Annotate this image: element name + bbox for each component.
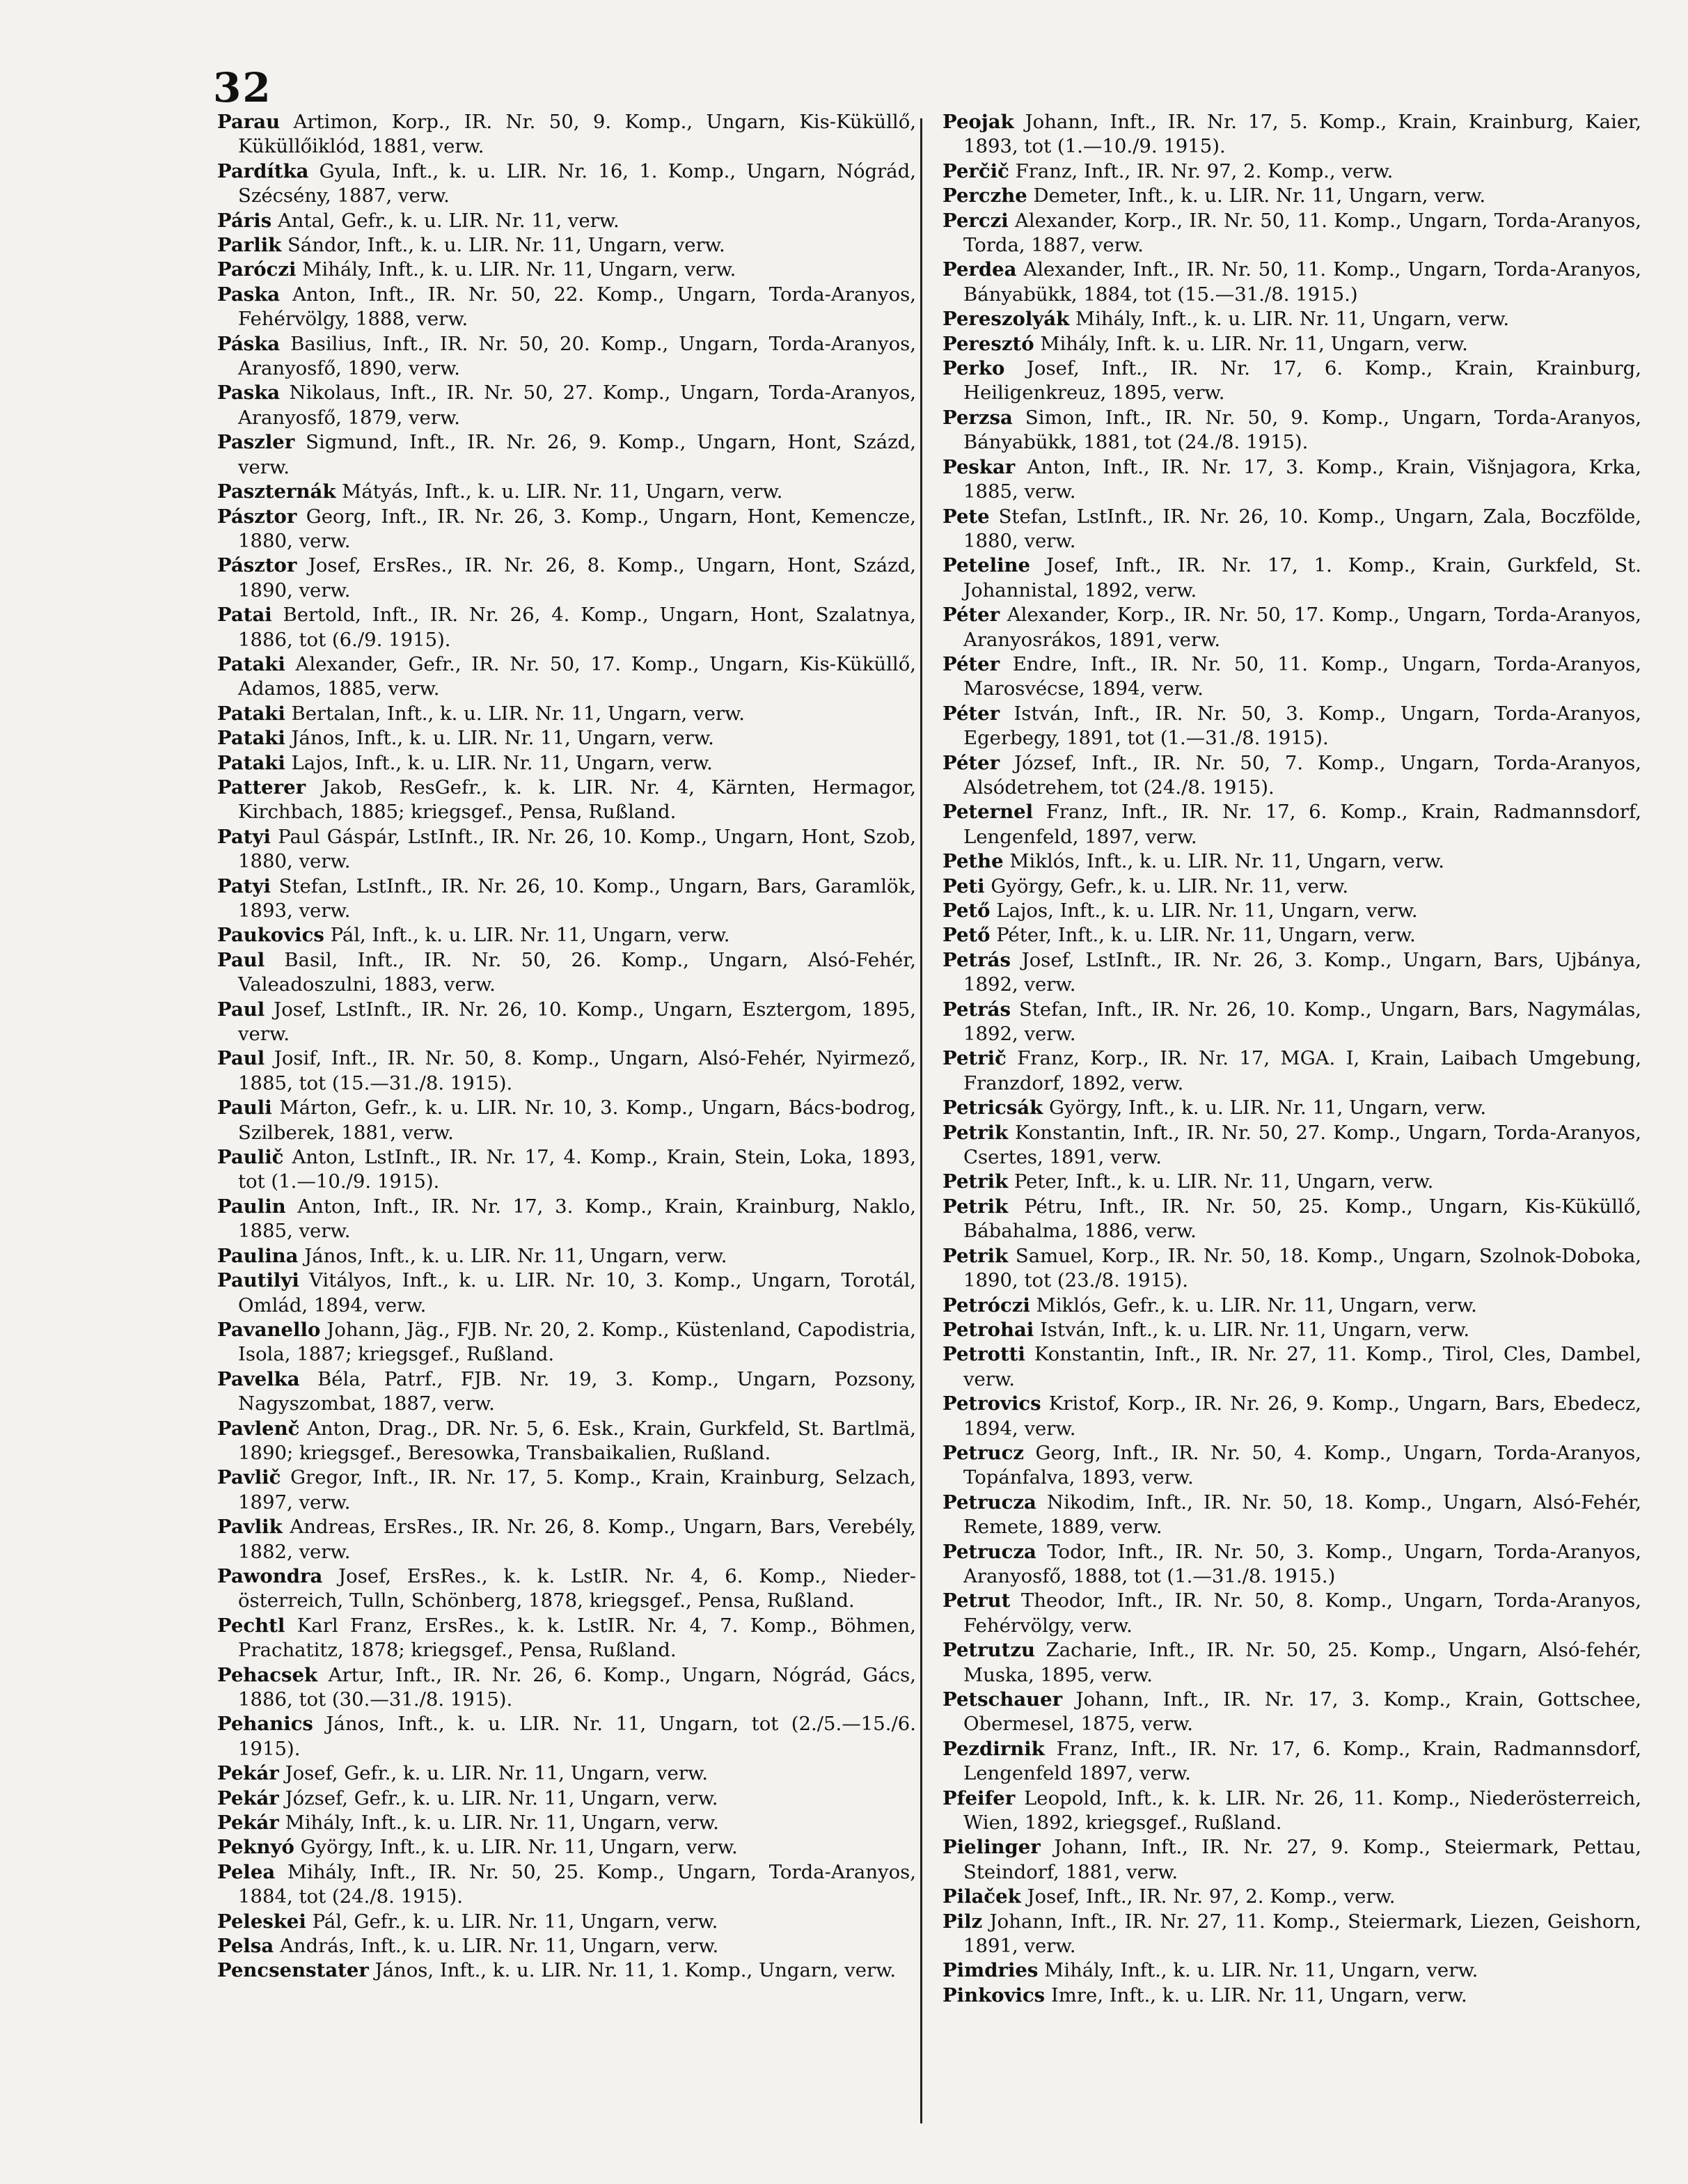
entry-details: Alexander, Gefr., IR. Nr. 50, 17. Komp., Ungarn, Kis-Küküllő, Adamos, 1885, verw. xyxy=(238,652,917,700)
entry-details: Johann, Inft., IR. Nr. 17, 3. Komp., Krain, Gottschee, Obermesel, 1875, verw. xyxy=(963,1688,1641,1736)
list-entry xyxy=(217,1564,916,1614)
list-entry xyxy=(217,776,916,825)
entry-surname: Pekár xyxy=(217,1812,279,1835)
entry-details: András, Inft., k. u. LIR. Nr. 11, Ungarn, verw. xyxy=(279,1935,719,1958)
entry-details: Péter, Inft., k. u. LIR. Nr. 11, Ungarn, verw. xyxy=(996,924,1416,947)
list-entry xyxy=(217,1786,916,1811)
entry-details: Konstantin, Inft., IR. Nr. 27, 11. Komp., Tirol, Cles, Dambel, verw. xyxy=(963,1343,1641,1390)
list-entry xyxy=(217,1860,916,1910)
entry-details: Anton, Inft., IR. Nr. 17, 3. Komp., Krain, Krainburg, Naklo, 1885, verw. xyxy=(238,1195,916,1243)
entry-surname: Pataki xyxy=(217,652,285,675)
list-entry xyxy=(942,751,1641,801)
list-entry xyxy=(217,1195,916,1244)
list-entry xyxy=(942,702,1641,751)
entry-details: Franz, Inft., IR. Nr. 17, 6. Komp., Krain, Radmannsdorf, Lengenfeld, 1897, verw. xyxy=(963,801,1641,848)
list-entry xyxy=(217,1910,916,1934)
left-column xyxy=(217,110,916,1983)
entry-details: Zacharie, Inft., IR. Nr. 50, 25. Komp., Ungarn, Alsó-fehér, Muska, 1895, verw. xyxy=(963,1639,1641,1686)
list-entry xyxy=(217,652,916,702)
list-entry xyxy=(217,1145,916,1195)
entry-details: György, Gefr., k. u. LIR. Nr. 11, verw. xyxy=(991,874,1349,897)
list-entry xyxy=(942,1195,1641,1244)
entry-details: Josef, ErsRes., k. k. LstIR. Nr. 4, 6. Komp., Nieder-österreich, Tulln, Schönberg, 1878, kriegsgef., Pensa, Rußland. xyxy=(238,1564,916,1612)
entry-details: Basil, Inft., IR. Nr. 50, 26. Komp., Ungarn, Alsó-Fehér, Valeadoszulni, 1883, verw. xyxy=(238,948,916,996)
list-entry xyxy=(942,1540,1641,1589)
entry-surname: Petrutzu xyxy=(942,1639,1035,1662)
entry-surname: Petrucza xyxy=(942,1491,1036,1514)
list-entry xyxy=(217,505,916,554)
entry-details: Josif, Inft., IR. Nr. 50, 8. Komp., Ungarn, Alsó-Fehér, Nyirmező, 1885, tot (15.—31./8. 1915). xyxy=(238,1047,916,1094)
list-entry xyxy=(942,1121,1641,1170)
list-entry xyxy=(942,1491,1641,1540)
list-entry xyxy=(217,209,916,233)
entry-details: Miklós, Gefr., k. u. LIR. Nr. 11, Ungarn, verw. xyxy=(1036,1294,1477,1317)
entry-details: János, Inft., k. u. LIR. Nr. 11, Ungarn, tot (2./5.—15./6. 1915). xyxy=(238,1713,916,1760)
column-divider xyxy=(920,118,922,2123)
entry-surname: Perzsa xyxy=(942,406,1013,429)
entry-details: Alexander, Korp., IR. Nr. 50, 11. Komp., Ungarn, Torda-Aranyos, Torda, 1887, verw. xyxy=(963,209,1642,257)
entry-details: Lajos, Inft., k. u. LIR. Nr. 11, Ungarn, verw. xyxy=(291,751,713,774)
entry-details: Mátyás, Inft., k. u. LIR. Nr. 11, Ungarn, verw. xyxy=(342,480,783,503)
list-entry xyxy=(217,1417,916,1466)
entry-surname: Patterer xyxy=(217,776,306,799)
entry-details: Andreas, ErsRes., IR. Nr. 26, 8. Komp., Ungarn, Bars, Verebély, 1882, verw. xyxy=(238,1516,916,1563)
list-entry xyxy=(217,1934,916,1958)
entry-details: István, Inft., k. u. LIR. Nr. 11, Ungarn, verw. xyxy=(1039,1318,1470,1341)
entry-surname: Pekár xyxy=(217,1762,279,1785)
entry-surname: Pavanello xyxy=(217,1318,321,1341)
list-entry xyxy=(217,1761,916,1786)
list-entry xyxy=(942,1294,1641,1318)
entry-surname: Peskar xyxy=(942,455,1016,478)
entry-surname: Petrik xyxy=(942,1121,1009,1144)
entry-details: Nikodim, Inft., IR. Nr. 50, 18. Komp., Ungarn, Alsó-Fehér, Remete, 1889, verw. xyxy=(963,1491,1641,1539)
entry-surname: Petrik xyxy=(942,1170,1009,1193)
entry-details: János, Inft., k. u. LIR. Nr. 11, Ungarn, verw. xyxy=(304,1244,727,1267)
entry-surname: Paul xyxy=(217,948,265,971)
entry-surname: Petrotti xyxy=(942,1343,1025,1366)
entry-details: Alexander, Korp., IR. Nr. 50, 17. Komp., Ungarn, Torda-Aranyos, Aranyosrákos, 1891, verw. xyxy=(963,604,1641,651)
list-entry xyxy=(942,603,1641,652)
list-entry xyxy=(942,1786,1641,1836)
entry-surname: Pavlenč xyxy=(217,1417,300,1440)
entry-surname: Péter xyxy=(942,702,1000,725)
entry-surname: Petrič xyxy=(942,1047,1007,1070)
entry-surname: Patai xyxy=(217,604,272,627)
list-entry xyxy=(217,283,916,332)
list-entry xyxy=(217,332,916,382)
entry-surname: Perko xyxy=(942,357,1005,380)
list-entry xyxy=(942,948,1641,998)
entry-surname: Pásztor xyxy=(217,554,297,577)
entry-details: Mihály, Inft. k. u. LIR. Nr. 11, Ungarn, verw. xyxy=(1040,332,1468,355)
list-entry xyxy=(217,1318,916,1367)
entry-surname: Pavlič xyxy=(217,1466,281,1489)
entry-surname: Paukovics xyxy=(217,924,324,947)
entry-surname: Petrás xyxy=(942,998,1011,1021)
entry-surname: Peternel xyxy=(942,801,1034,824)
entry-surname: Peti xyxy=(942,874,985,897)
entry-surname: Pfeifer xyxy=(942,1786,1016,1809)
entry-details: Josef, Inft., IR. Nr. 17, 6. Komp., Krain, Krainburg, Heiligenkreuz, 1895, verw. xyxy=(963,357,1641,404)
list-entry xyxy=(217,948,916,998)
entry-surname: Pető xyxy=(942,899,991,922)
list-entry xyxy=(942,998,1641,1047)
list-entry xyxy=(217,1367,916,1417)
entry-details: Mihály, Inft., k. u. LIR. Nr. 11, Ungarn, verw. xyxy=(285,1812,719,1835)
list-entry xyxy=(942,1096,1641,1120)
entry-details: Leopold, Inft., k. k. LIR. Nr. 26, 11. Komp., Niederösterreich, Wien, 1892, kriegsgef., Rußland. xyxy=(963,1786,1641,1835)
list-entry xyxy=(217,553,916,603)
list-entry xyxy=(942,307,1641,331)
entry-surname: Peteline xyxy=(942,554,1031,577)
entry-surname: Parlik xyxy=(217,234,282,257)
list-entry xyxy=(942,1392,1641,1441)
entry-details: Bertalan, Inft., k. u. LIR. Nr. 11, Ungarn, verw. xyxy=(291,702,746,725)
list-entry xyxy=(217,726,916,751)
list-entry xyxy=(217,381,916,430)
entry-details: Johann, Jäg., FJB. Nr. 20, 2. Komp., Küstenland, Capodistria, Isola, 1887; kriegsgef., Rußland. xyxy=(238,1318,916,1366)
entry-surname: Paróczi xyxy=(217,258,297,281)
entry-surname: Petricsák xyxy=(942,1097,1043,1120)
entry-surname: Perczi xyxy=(942,209,1009,232)
entry-surname: Pencsenstater xyxy=(217,1959,369,1982)
list-entry xyxy=(942,1318,1641,1342)
entry-surname: Patyi xyxy=(217,874,271,897)
entry-details: Franz, Inft., IR. Nr. 17, 6. Komp., Krain, Radmannsdorf, Lengenfeld 1897, verw. xyxy=(963,1737,1641,1785)
list-entry xyxy=(217,825,916,874)
entry-surname: Paul xyxy=(217,1047,265,1070)
entry-surname: Pataki xyxy=(217,751,285,774)
list-entry xyxy=(217,603,916,652)
entry-surname: Pielinger xyxy=(942,1836,1041,1859)
entry-details: Antal, Gefr., k. u. LIR. Nr. 11, verw. xyxy=(277,209,620,232)
list-entry xyxy=(942,505,1641,554)
entry-details: Bertold, Inft., IR. Nr. 26, 4. Komp., Ungarn, Hont, Szalatnya, 1886, tot (6./9. 1915). xyxy=(238,604,917,651)
entry-details: Paul Gáspár, LstInft., IR. Nr. 26, 10. Komp., Ungarn, Hont, Szob, 1880, verw. xyxy=(238,825,916,873)
list-entry xyxy=(942,184,1641,208)
entry-details: Gregor, Inft., IR. Nr. 17, 5. Komp., Krain, Krainburg, Selzach, 1897, verw. xyxy=(238,1466,916,1514)
entry-details: Pál, Inft., k. u. LIR. Nr. 11, Ungarn, verw. xyxy=(330,924,730,947)
entry-details: György, Inft., k. u. LIR. Nr. 11, Ungarn, verw. xyxy=(300,1836,738,1859)
entry-details: Theodor, Inft., IR. Nr. 50, 8. Komp., Ungarn, Torda-Aranyos, Fehérvölgy, verw. xyxy=(963,1589,1641,1637)
list-entry xyxy=(942,1342,1641,1392)
list-entry xyxy=(217,702,916,726)
entry-surname: Paszler xyxy=(217,431,295,454)
entry-surname: Pardítka xyxy=(217,159,309,182)
entry-details: Márton, Gefr., k. u. LIR. Nr. 10, 3. Komp., Ungarn, Bács-bodrog, Szilberek, 1881, verw. xyxy=(238,1097,917,1144)
entry-details: Miklós, Inft., k. u. LIR. Nr. 11, Ungarn, verw. xyxy=(1009,850,1444,873)
entry-details: Josef, LstInft., IR. Nr. 26, 10. Komp., Ungarn, Esztergom, 1895, verw. xyxy=(238,998,916,1046)
entry-surname: Perčič xyxy=(942,159,1009,182)
entry-details: Anton, Drag., DR. Nr. 5, 6. Esk., Krain, Gurkfeld, St. Bartlmä, 1890; kriegsgef., Beresowka, Transbaikalien, Rußland. xyxy=(238,1417,916,1464)
list-entry xyxy=(217,159,916,209)
list-entry xyxy=(942,1441,1641,1491)
entry-surname: Péter xyxy=(942,751,1000,774)
list-entry xyxy=(217,1515,916,1564)
list-entry xyxy=(942,1835,1641,1885)
entry-surname: Perdea xyxy=(942,258,1017,281)
list-entry xyxy=(217,1811,916,1835)
entry-details: Franz, Korp., IR. Nr. 17, MGA. I, Krain, Laibach Umgebung, Franzdorf, 1892, verw. xyxy=(963,1047,1641,1094)
entry-surname: Pásztor xyxy=(217,505,297,528)
list-entry xyxy=(942,899,1641,923)
list-entry xyxy=(217,480,916,504)
entry-surname: Peknyó xyxy=(217,1836,294,1859)
list-entry xyxy=(217,233,916,258)
list-entry xyxy=(942,209,1641,258)
entry-details: Josef, Inft., IR. Nr. 97, 2. Komp., verw. xyxy=(1027,1885,1396,1908)
entry-surname: Pavelka xyxy=(217,1367,300,1390)
list-entry xyxy=(942,258,1641,307)
entry-surname: Pehanics xyxy=(217,1713,313,1736)
list-entry xyxy=(217,998,916,1047)
list-entry xyxy=(942,1244,1641,1294)
list-entry xyxy=(217,430,916,480)
entry-surname: Péter xyxy=(942,652,1000,675)
list-entry xyxy=(942,553,1641,603)
entry-surname: Petrucza xyxy=(942,1540,1036,1563)
entry-surname: Pető xyxy=(942,924,991,947)
entry-surname: Petrás xyxy=(942,948,1011,971)
entry-details: Johann, Inft., IR. Nr. 27, 11. Komp., Steiermark, Liezen, Geishorn, 1891, verw. xyxy=(963,1910,1641,1958)
list-entry xyxy=(942,356,1641,406)
entry-surname: Patyi xyxy=(217,825,271,848)
entry-details: Todor, Inft., IR. Nr. 50, 3. Komp., Ungarn, Torda-Aranyos, Aranyosfő, 1888, tot (1.—31./8. 1915.) xyxy=(963,1540,1641,1587)
entry-details: Nikolaus, Inft., IR. Nr. 50, 27. Komp., Ungarn, Torda-Aranyos, Aranyosfő, 1879, verw. xyxy=(238,382,916,429)
entry-surname: Petrovics xyxy=(942,1392,1041,1415)
entry-surname: Pekár xyxy=(217,1786,279,1809)
list-entry xyxy=(942,1910,1641,1959)
list-entry xyxy=(217,1712,916,1761)
entry-details: Imre, Inft., k. u. LIR. Nr. 11, Ungarn, verw. xyxy=(1050,1983,1467,2006)
entry-surname: Pataki xyxy=(217,727,285,750)
entry-surname: Petrut xyxy=(942,1589,1011,1612)
list-entry xyxy=(942,1170,1641,1194)
entry-surname: Pimdries xyxy=(942,1959,1039,1982)
entry-surname: Paszternák xyxy=(217,480,336,503)
entry-details: Josef, LstInft., IR. Nr. 26, 3. Komp., Ungarn, Bars, Ujbánya, 1892, verw. xyxy=(963,948,1642,996)
entry-surname: Paul xyxy=(217,998,265,1021)
entry-details: Mihály, Inft., k. u. LIR. Nr. 11, Ungarn, verw. xyxy=(1075,308,1510,331)
list-entry xyxy=(942,874,1641,899)
entry-details: József, Gefr., k. u. LIR. Nr. 11, Ungarn, verw. xyxy=(285,1786,718,1809)
list-entry xyxy=(217,1244,916,1268)
entry-details: Pétru, Inft., IR. Nr. 50, 25. Komp., Ungarn, Kis-Küküllő, Bábahalma, 1886, verw. xyxy=(963,1195,1641,1243)
entry-surname: Paulin xyxy=(217,1195,286,1218)
list-entry xyxy=(942,849,1641,874)
list-entry xyxy=(942,800,1641,849)
entry-details: Stefan, Inft., IR. Nr. 26, 10. Komp., Ungarn, Bars, Nagymálas, 1892, verw. xyxy=(963,998,1641,1046)
entry-details: Josef, ErsRes., IR. Nr. 26, 8. Komp., Ungarn, Hont, Százd, 1890, verw. xyxy=(238,554,916,602)
list-entry xyxy=(942,332,1641,356)
list-entry xyxy=(942,1737,1641,1786)
entry-details: Artur, Inft., IR. Nr. 26, 6. Komp., Ungarn, Nógrád, Gács, 1886, tot (30.—31./8. 1915). xyxy=(238,1663,916,1711)
entry-details: Anton, LstInft., IR. Nr. 17, 4. Komp., Krain, Stein, Loka, 1893, tot (1.—10./9. 1915). xyxy=(238,1146,916,1193)
entry-details: Endre, Inft., IR. Nr. 50, 11. Komp., Ungarn, Torda-Aranyos, Marosvécse, 1894, verw. xyxy=(963,652,1641,700)
list-entry xyxy=(942,159,1641,184)
entry-details: György, Inft., k. u. LIR. Nr. 11, Ungarn, verw. xyxy=(1048,1097,1487,1120)
entry-surname: Pezdirnik xyxy=(942,1737,1045,1760)
entry-surname: Péter xyxy=(942,604,1000,627)
entry-surname: Pelsa xyxy=(217,1935,274,1958)
entry-surname: Petrucz xyxy=(942,1441,1024,1464)
list-entry xyxy=(942,1958,1641,1983)
entry-surname: Parau xyxy=(217,111,281,133)
entry-surname: Pethe xyxy=(942,850,1004,873)
list-entry xyxy=(942,923,1641,948)
list-entry xyxy=(942,455,1641,505)
entry-surname: Petróczi xyxy=(942,1294,1030,1317)
entry-surname: Pinkovics xyxy=(942,1983,1046,2006)
list-entry xyxy=(217,874,916,924)
entry-surname: Pilaček xyxy=(942,1885,1021,1908)
list-entry xyxy=(217,751,916,776)
entry-surname: Pehacsek xyxy=(217,1663,318,1686)
list-entry xyxy=(942,110,1641,159)
entry-details: Peter, Inft., k. u. LIR. Nr. 11, Ungarn, verw. xyxy=(1013,1170,1434,1193)
entry-surname: Pavlik xyxy=(217,1516,283,1539)
entry-details: Alexander, Inft., IR. Nr. 50, 11. Komp., Ungarn, Torda-Aranyos, Bányabükk, 1884, tot (15.—31./8. 1915.) xyxy=(963,258,1641,306)
entry-surname: Pilz xyxy=(942,1910,983,1933)
entry-details: Mihály, Inft., k. u. LIR. Nr. 11, Ungarn, verw. xyxy=(1044,1959,1478,1982)
entry-details: Karl Franz, ErsRes., k. k. LstIR. Nr. 4, 7. Komp., Böhmen, Prachatitz, 1878; kriegsgef., Pensa, Rußland. xyxy=(238,1614,916,1662)
entry-details: Franz, Inft., IR. Nr. 97, 2. Komp., verw. xyxy=(1015,159,1394,182)
entry-surname: Petschauer xyxy=(942,1688,1063,1711)
entry-details: József, Inft., IR. Nr. 50, 7. Komp., Ungarn, Torda-Aranyos, Alsódetrehem, tot (24./8. 1915). xyxy=(963,751,1641,799)
page-number: 32 xyxy=(213,64,272,111)
entry-details: Georg, Inft., IR. Nr. 26, 3. Komp., Ungarn, Hont, Kemencze, 1880, verw. xyxy=(238,505,916,552)
list-entry xyxy=(942,1885,1641,1909)
entry-surname: Petrik xyxy=(942,1244,1009,1267)
entry-details: Johann, Inft., IR. Nr. 27, 9. Komp., Steiermark, Pettau, Steindorf, 1881, verw. xyxy=(963,1836,1641,1883)
list-entry xyxy=(217,1046,916,1096)
entry-surname: Pechtl xyxy=(217,1614,285,1637)
entry-surname: Peojak xyxy=(942,111,1014,133)
entry-details: Mihály, Inft., k. u. LIR. Nr. 11, Ungarn, verw. xyxy=(302,258,736,281)
entry-surname: Pawondra xyxy=(217,1564,323,1587)
entry-surname: Petrik xyxy=(942,1195,1009,1218)
entry-details: Josef, Inft., IR. Nr. 17, 1. Komp., Krain, Gurkfeld, St. Johannistal, 1892, verw. xyxy=(963,554,1641,602)
list-entry xyxy=(217,258,916,282)
entry-surname: Pereszolyák xyxy=(942,308,1070,331)
entry-surname: Perczhe xyxy=(942,184,1027,207)
list-entry xyxy=(942,652,1641,702)
entry-details: Jakob, ResGefr., k. k. LIR. Nr. 4, Kärnten, Hermagor, Kirchbach, 1885; kriegsgef., Pensa, Rußland. xyxy=(238,776,916,824)
entry-details: István, Inft., IR. Nr. 50, 3. Komp., Ungarn, Torda-Aranyos, Egerbegy, 1891, tot (1.—31./8. 1915). xyxy=(963,702,1642,750)
list-entry xyxy=(217,110,916,159)
entry-details: Béla, Patrf., FJB. Nr. 19, 3. Komp., Ungarn, Pozsony, Nagyszombat, 1887, verw. xyxy=(238,1367,916,1415)
entry-surname: Paska xyxy=(217,382,281,404)
entry-details: János, Inft., k. u. LIR. Nr. 11, 1. Komp., Ungarn, verw. xyxy=(374,1959,897,1982)
entry-surname: Paulina xyxy=(217,1244,299,1267)
entry-details: Lajos, Inft., k. u. LIR. Nr. 11, Ungarn, verw. xyxy=(996,899,1418,922)
entry-details: Kristof, Korp., IR. Nr. 26, 9. Komp., Ungarn, Bars, Ebedecz, 1894, verw. xyxy=(963,1392,1641,1440)
entry-details: Johann, Inft., IR. Nr. 17, 5. Komp., Krain, Krainburg, Kaier, 1893, tot (1.—10./9. 1915). xyxy=(963,111,1641,158)
entry-details: Artimon, Korp., IR. Nr. 50, 9. Komp., Ungarn, Kis-Küküllő, Küküllőiklód, 1881, verw. xyxy=(238,111,917,158)
list-entry xyxy=(942,1983,1641,2008)
list-entry xyxy=(942,1688,1641,1737)
entry-surname: Pete xyxy=(942,505,990,528)
entry-surname: Pautilyi xyxy=(217,1269,299,1292)
entry-surname: Pauli xyxy=(217,1097,272,1120)
list-entry xyxy=(217,1268,916,1318)
entry-surname: Peresztó xyxy=(942,332,1034,355)
entry-surname: Paska xyxy=(217,283,281,306)
list-entry xyxy=(217,1958,916,1983)
entry-details: Mihály, Inft., IR. Nr. 50, 25. Komp., Ungarn, Torda-Aranyos, 1884, tot (24./8. 1915). xyxy=(238,1860,916,1908)
entry-surname: Pelea xyxy=(217,1860,276,1883)
list-entry xyxy=(217,1614,916,1663)
entry-details: János, Inft., k. u. LIR. Nr. 11, Ungarn, verw. xyxy=(291,727,714,750)
list-entry xyxy=(217,923,916,948)
entry-details: Josef, Gefr., k. u. LIR. Nr. 11, Ungarn, verw. xyxy=(285,1762,708,1785)
entry-details: Simon, Inft., IR. Nr. 50, 9. Komp., Ungarn, Torda-Aranyos, Bányabükk, 1881, tot (24./8. 1915). xyxy=(963,406,1641,454)
entry-details: Basilius, Inft., IR. Nr. 50, 20. Komp., Ungarn, Torda-Aranyos, Aranyosfő, 1890, verw. xyxy=(238,332,916,380)
entry-details: Anton, Inft., IR. Nr. 50, 22. Komp., Ungarn, Torda-Aranyos, Fehérvölgy, 1888, verw. xyxy=(238,283,916,331)
entry-surname: Páska xyxy=(217,332,281,355)
entry-details: Anton, Inft., IR. Nr. 17, 3. Komp., Krain, Višnjagora, Krka, 1885, verw. xyxy=(963,455,1641,503)
entry-details: Konstantin, Inft., IR. Nr. 50, 27. Komp., Ungarn, Torda-Aranyos, Csertes, 1891, verw. xyxy=(963,1121,1641,1169)
entry-details: Stefan, LstInft., IR. Nr. 26, 10. Komp., Ungarn, Zala, Boczfölde, 1880, verw. xyxy=(963,505,1641,552)
entry-details: Gyula, Inft., k. u. LIR. Nr. 16, 1. Komp., Ungarn, Nógrád, Szécsény, 1887, verw. xyxy=(238,159,916,207)
entry-details: Samuel, Korp., IR. Nr. 50, 18. Komp., Ungarn, Szolnok-Doboka, 1890, tot (23./8. 1915). xyxy=(963,1244,1641,1292)
list-entry xyxy=(217,1835,916,1860)
entry-details: Vitályos, Inft., k. u. LIR. Nr. 10, 3. Komp., Ungarn, Torotál, Omlád, 1894, verw. xyxy=(238,1269,916,1317)
entry-details: Stefan, LstInft., IR. Nr. 26, 10. Komp., Ungarn, Bars, Garamlök, 1893, verw. xyxy=(238,874,916,922)
list-entry xyxy=(942,1589,1641,1638)
right-column xyxy=(942,110,1641,2008)
entry-surname: Paulič xyxy=(217,1146,284,1169)
entry-details: Georg, Inft., IR. Nr. 50, 4. Komp., Ungarn, Torda-Aranyos, Topánfalva, 1893, verw. xyxy=(963,1441,1641,1489)
entry-details: Sándor, Inft., k. u. LIR. Nr. 11, Ungarn, verw. xyxy=(287,234,725,257)
list-entry xyxy=(217,1096,916,1145)
entry-details: Demeter, Inft., k. u. LIR. Nr. 11, Ungarn, verw. xyxy=(1033,184,1486,207)
list-entry xyxy=(217,1663,916,1713)
entry-surname: Petrohai xyxy=(942,1318,1034,1341)
entry-surname: Páris xyxy=(217,209,272,232)
entry-details: Pál, Gefr., k. u. LIR. Nr. 11, Ungarn, verw. xyxy=(312,1910,718,1933)
entry-surname: Peleskei xyxy=(217,1910,306,1933)
list-entry xyxy=(942,1638,1641,1688)
list-entry xyxy=(942,1046,1641,1096)
entry-details: Sigmund, Inft., IR. Nr. 26, 9. Komp., Ungarn, Hont, Százd, verw. xyxy=(238,431,916,478)
entry-surname: Pataki xyxy=(217,702,285,725)
list-entry xyxy=(217,1466,916,1515)
list-entry xyxy=(942,406,1641,455)
